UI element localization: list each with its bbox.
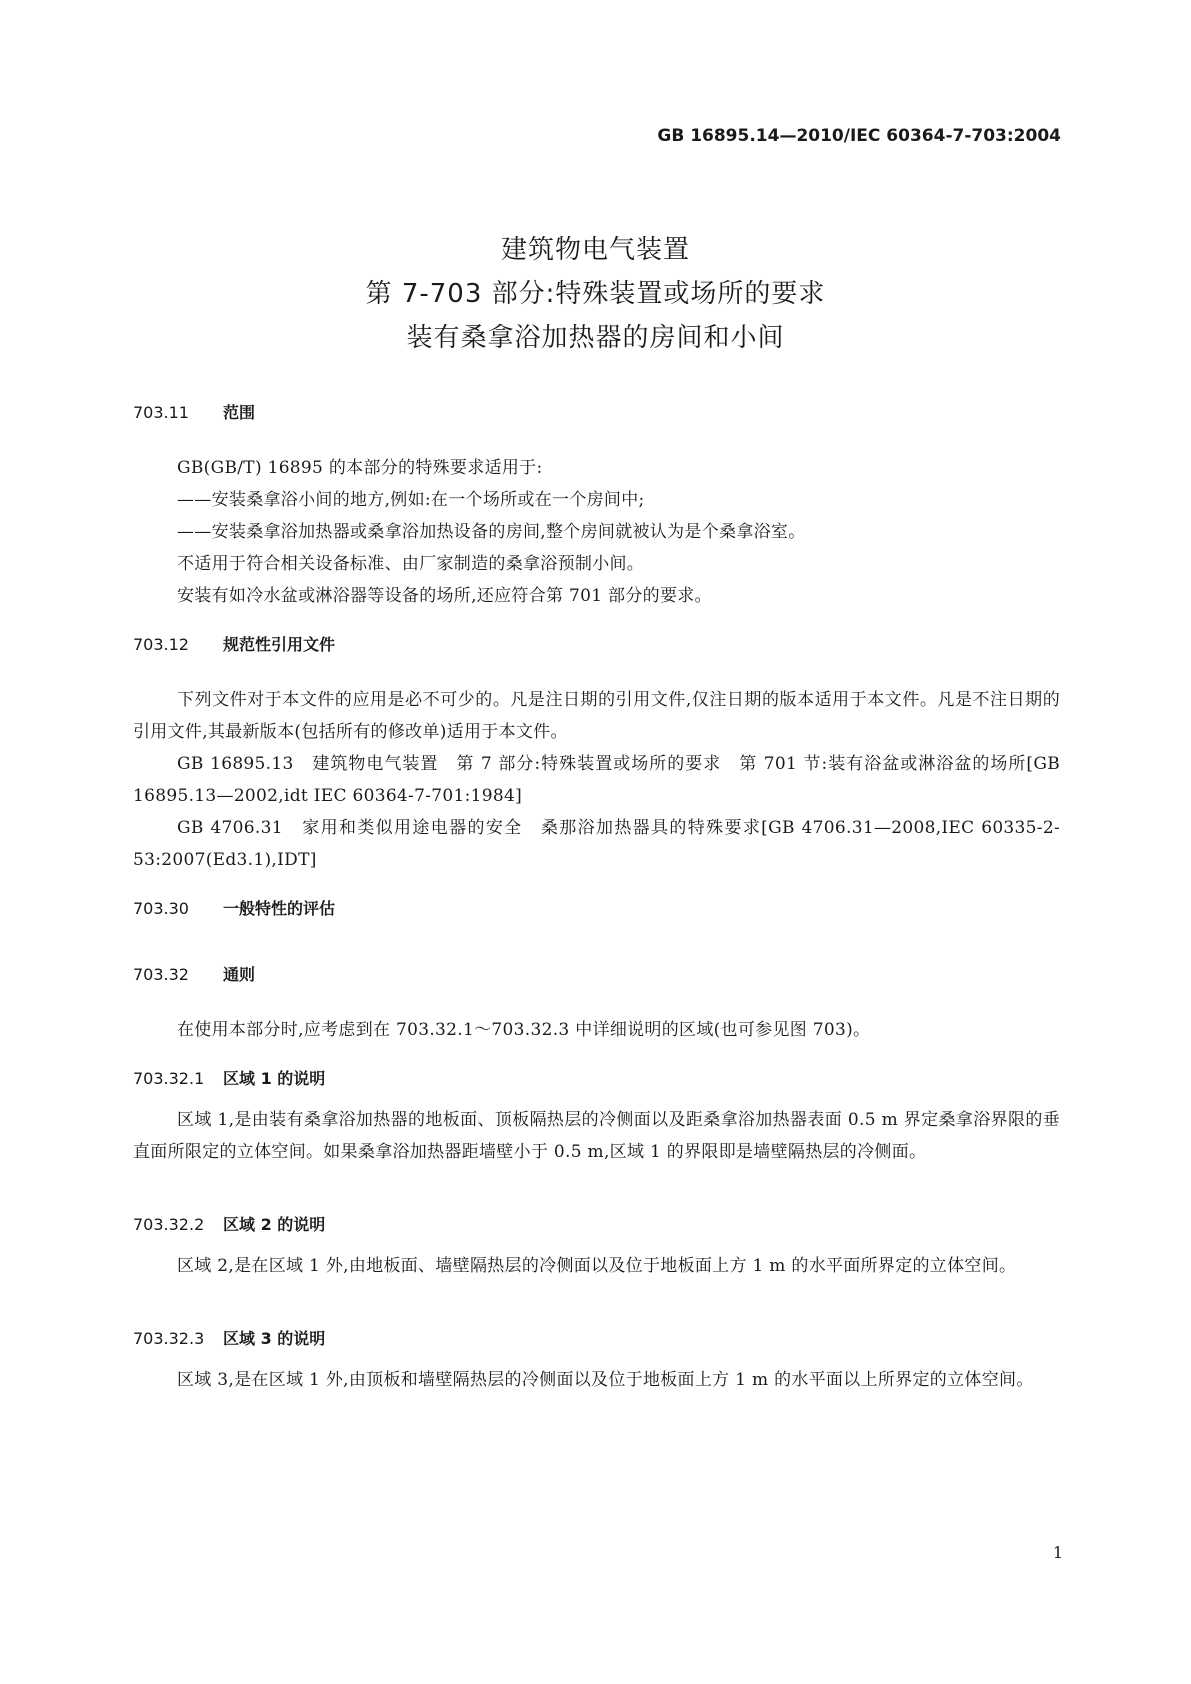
section-heading-703-32-1	[133, 1066, 325, 1089]
section-title: 一般特性的评估	[223, 899, 336, 918]
paragraph: 区域 1,是由装有桑拿浴加热器的地板面、顶板隔热层的冷侧面以及距桑拿浴加热器表面 0.5 m 界定桑拿浴界限的垂直面所限定的立体空间。如果桑拿浴加热器距墙壁小于 0.5 m,区域 1 的界限即是墙壁隔热层的冷侧面。	[133, 1110, 1060, 1162]
paragraph: GB(GB/T) 16895 的本部分的特殊要求适用于:	[177, 458, 543, 478]
section-title: 区域 3 的说明	[223, 1329, 326, 1348]
paragraph: 区域 2,是在区域 1 外,由地板面、墙壁隔热层的冷侧面以及位于地板面上方 1 m 的水平面所界定的立体空间。	[177, 1256, 1017, 1276]
section-title: 通则	[223, 965, 256, 984]
paragraph: GB 16895.13 建筑物电气装置 第 7 部分:特殊装置或场所的要求 第 701 节:装有浴盆或淋浴盆的场所[GB 16895.13—2002,idt IEC 60364-7-701:1984]	[133, 754, 1060, 806]
document-title	[0, 228, 1191, 360]
section-number: 703.32.3	[133, 1329, 205, 1348]
paragraph: 在使用本部分时,应考虑到在 703.32.1～703.32.3 中详细说明的区域(也可参见图 703)。	[177, 1020, 871, 1040]
section-heading-703-12	[133, 632, 335, 655]
paragraph: 区域 3,是在区域 1 外,由顶板和墙壁隔热层的冷侧面以及位于地板面上方 1 m 的水平面以上所界定的立体空间。	[177, 1370, 1034, 1390]
section-body-703-32-1	[133, 1104, 1060, 1168]
section-number: 703.12	[133, 635, 189, 654]
section-heading-703-32	[133, 962, 255, 985]
section-body-703-32-3	[133, 1364, 1060, 1396]
section-number: 703.30	[133, 899, 189, 918]
section-heading-703-30	[133, 896, 335, 919]
section-heading-703-11	[133, 400, 255, 423]
section-heading-703-32-2	[133, 1212, 325, 1235]
section-title: 区域 1 的说明	[223, 1069, 326, 1088]
section-body-703-32	[133, 1014, 1060, 1046]
section-number: 703.32.1	[133, 1069, 205, 1088]
section-title: 区域 2 的说明	[223, 1215, 326, 1234]
title-line-1: 建筑物电气装置	[500, 235, 690, 265]
title-line-2: 第 7-703 部分:特殊装置或场所的要求	[365, 279, 826, 309]
paragraph: GB 4706.31 家用和类似用途电器的安全 桑那浴加热器具的特殊要求[GB 4706.31—2008,IEC 60335-2-53:2007(Ed3.1),IDT]	[133, 818, 1060, 870]
paragraph: 安装有如冷水盆或淋浴器等设备的场所,还应符合第 701 部分的要求。	[177, 586, 712, 606]
title-line-3: 装有桑拿浴加热器的房间和小间	[406, 323, 785, 353]
section-title: 规范性引用文件	[223, 635, 336, 654]
section-body-703-32-2	[133, 1250, 1060, 1282]
page-number: 1	[1052, 1543, 1063, 1562]
section-number: 703.32	[133, 965, 189, 984]
standard-code: GB 16895.14—2010/IEC 60364-7-703:2004	[657, 126, 1061, 146]
paragraph: 下列文件对于本文件的应用是必不可少的。凡是注日期的引用文件,仅注日期的版本适用于本文件。凡是不注日期的引用文件,其最新版本(包括所有的修改单)适用于本文件。	[133, 690, 1060, 742]
section-body-703-12	[133, 684, 1060, 876]
section-number: 703.32.2	[133, 1215, 205, 1234]
paragraph: ——安装桑拿浴加热器或桑拿浴加热设备的房间,整个房间就被认为是个桑拿浴室。	[177, 522, 806, 542]
section-number: 703.11	[133, 403, 189, 422]
section-body-703-11	[133, 452, 1060, 612]
paragraph: 不适用于符合相关设备标准、由厂家制造的桑拿浴预制小间。	[177, 554, 645, 574]
section-title: 范围	[223, 403, 256, 422]
paragraph: ——安装桑拿浴小间的地方,例如:在一个场所或在一个房间中;	[177, 490, 645, 510]
section-heading-703-32-3	[133, 1326, 325, 1349]
